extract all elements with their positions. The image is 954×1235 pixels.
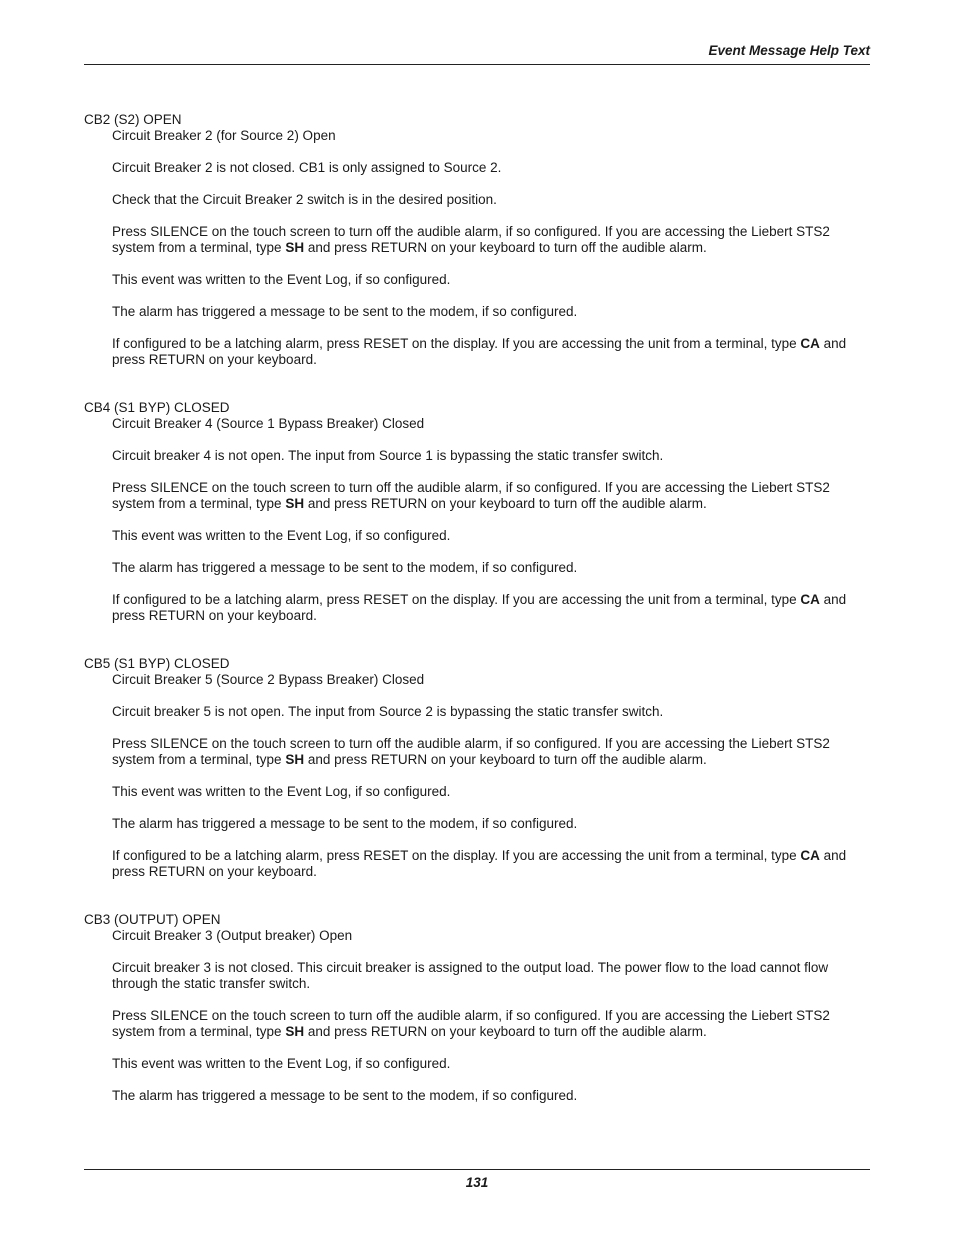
event-log-note: This event was written to the Event Log, if so configured.: [112, 272, 451, 287]
latch-command: CA: [800, 592, 820, 607]
event-code: CB5 (S1 BYP) CLOSED: [84, 656, 230, 671]
event-description: Circuit Breaker 3 (Output breaker) Open: [112, 928, 353, 943]
event-section-cb4-closed: [84, 400, 870, 624]
document-body: [84, 112, 870, 1136]
modem-note: The alarm has triggered a message to be sent to the modem, if so configured.: [112, 560, 578, 575]
event-detail: Circuit Breaker 2 is not closed. CB1 is only assigned to Source 2.: [112, 160, 502, 175]
latch-command: CA: [800, 848, 820, 863]
event-description: Circuit Breaker 5 (Source 2 Bypass Breaker) Closed: [112, 672, 425, 687]
silence-instruction: Press SILENCE on the touch screen to turn off the audible alarm, if so configured. If you are accessing the Liebert STS2 system from a terminal, type SH and press RETURN on your keyboard to turn off the audible alarm.: [112, 1008, 830, 1039]
event-code: CB2 (S2) OPEN: [84, 112, 182, 127]
event-log-note: This event was written to the Event Log, if so configured.: [112, 528, 451, 543]
running-header-title: Event Message Help Text: [708, 43, 870, 58]
header-rule: [84, 64, 870, 65]
modem-note: The alarm has triggered a message to be sent to the modem, if so configured.: [112, 1088, 578, 1103]
event-code: CB3 (OUTPUT) OPEN: [84, 912, 221, 927]
page-number: 131: [465, 1175, 489, 1190]
silence-command: SH: [285, 1024, 305, 1039]
event-log-note: This event was written to the Event Log, if so configured.: [112, 784, 451, 799]
event-code: CB4 (S1 BYP) CLOSED: [84, 400, 230, 415]
event-section-cb3-open: [84, 912, 870, 1104]
modem-note: The alarm has triggered a message to be sent to the modem, if so configured.: [112, 304, 578, 319]
silence-command: SH: [285, 752, 305, 767]
event-description: Circuit Breaker 2 (for Source 2) Open: [112, 128, 336, 143]
event-log-note: This event was written to the Event Log, if so configured.: [112, 1056, 451, 1071]
latch-command: CA: [800, 336, 820, 351]
event-detail: Circuit breaker 4 is not open. The input from Source 1 is bypassing the static transfer switch.: [112, 448, 664, 463]
event-section-cb5-closed: [84, 656, 870, 880]
silence-instruction: Press SILENCE on the touch screen to turn off the audible alarm, if so configured. If you are accessing the Liebert STS2 system from a terminal, type SH and press RETURN on your keyboard to turn off the audible alarm.: [112, 224, 830, 255]
latch-instruction: If configured to be a latching alarm, press RESET on the display. If you are accessing the unit from a terminal, type CA and press RETURN on your keyboard.: [112, 848, 847, 879]
event-section-cb2-open: [84, 112, 870, 368]
silence-instruction: Press SILENCE on the touch screen to turn off the audible alarm, if so configured. If you are accessing the Liebert STS2 system from a terminal, type SH and press RETURN on your keyboard to turn off the audible alarm.: [112, 736, 830, 767]
modem-note: The alarm has triggered a message to be sent to the modem, if so configured.: [112, 816, 578, 831]
event-check: Check that the Circuit Breaker 2 switch is in the desired position.: [112, 192, 497, 207]
event-detail: Circuit breaker 3 is not closed. This circuit breaker is assigned to the output load. The power flow to the load cannot flow through the static transfer switch.: [112, 960, 829, 991]
event-detail: Circuit breaker 5 is not open. The input from Source 2 is bypassing the static transfer switch.: [112, 704, 664, 719]
event-description: Circuit Breaker 4 (Source 1 Bypass Breaker) Closed: [112, 416, 425, 431]
silence-instruction: Press SILENCE on the touch screen to turn off the audible alarm, if so configured. If you are accessing the Liebert STS2 system from a terminal, type SH and press RETURN on your keyboard to turn off the audible alarm.: [112, 480, 830, 511]
footer-rule: [84, 1169, 870, 1170]
silence-command: SH: [285, 240, 305, 255]
latch-instruction: If configured to be a latching alarm, press RESET on the display. If you are accessing the unit from a terminal, type CA and press RETURN on your keyboard.: [112, 592, 847, 623]
latch-instruction: If configured to be a latching alarm, press RESET on the display. If you are accessing the unit from a terminal, type CA and press RETURN on your keyboard.: [112, 336, 847, 367]
silence-command: SH: [285, 496, 305, 511]
